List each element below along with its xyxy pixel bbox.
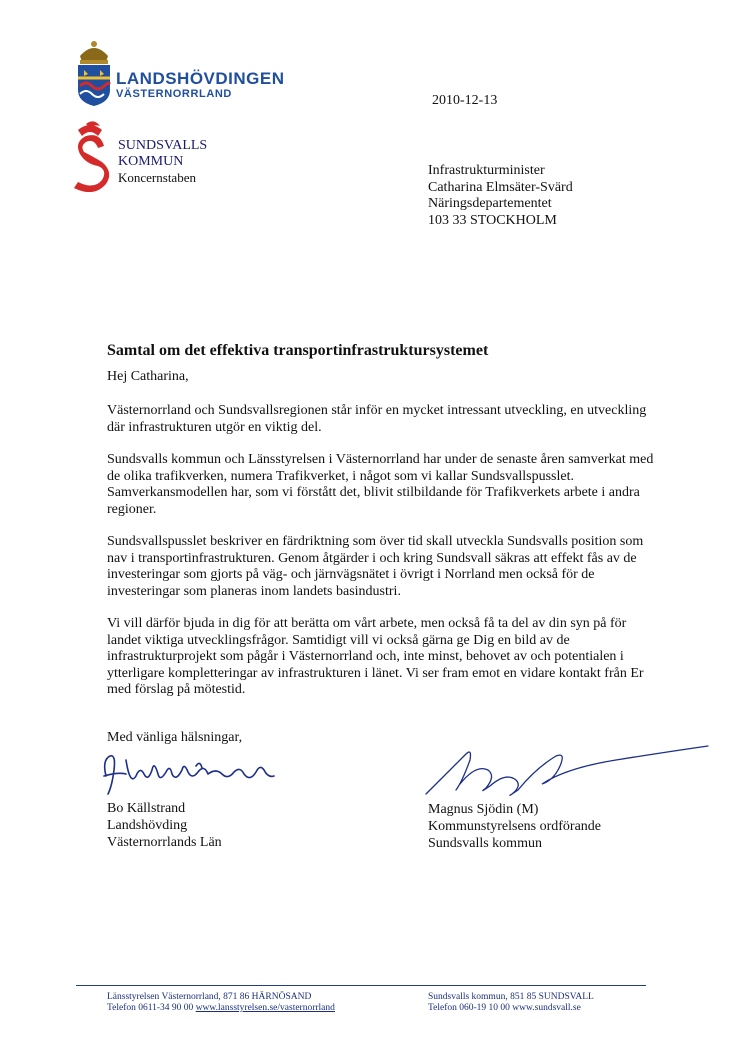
letter-paragraph: Vi vill därför bjuda in dig för att berätta om vårt arbete, men också få ta del av din syn på för landet viktiga utvecklingsfrågor. Samtidigt vill vi också gärna ge Dig en bild av de infrastrukturprojekt som pågår i Västernorrland och, inte minst, behovet av och potentialen i ytterligare kompletteringar av infrastrukturen i länet. Vi ser fram emot en vidare kontakt från Er med förslag på mötestid. bbox=[107, 616, 644, 697]
signatory-org: Västernorrlands Län bbox=[107, 835, 222, 850]
footer-address: Sundsvalls kommun, 851 85 SUNDSVALL bbox=[428, 992, 594, 1002]
logo2-line3: Koncernstaben bbox=[118, 170, 196, 185]
signatory-title: Landshövding bbox=[107, 818, 188, 833]
signature-left-icon bbox=[96, 746, 296, 806]
footer-phone: Telefon 0611-34 90 00 bbox=[107, 1003, 194, 1013]
sundsvall-s-icon bbox=[70, 116, 112, 192]
signatory-org: Sundsvalls kommun bbox=[428, 836, 542, 851]
recipient-line: 103 33 STOCKHOLM bbox=[428, 212, 557, 228]
logo1-subtitle: VÄSTERNORRLAND bbox=[116, 88, 232, 100]
footer-phone: Telefon 060-19 10 00 bbox=[428, 1003, 510, 1013]
letter-paragraph: Sundsvalls kommun och Länsstyrelsen i Västernorrland har under de senaste åren samverkat med de olika trafikverken, numera Trafikverket, i något som vi kallar Sundsvallspusslet. Samverkansmodellen har, som vi förstått det, blivit stilbildande för Trafikverkets arbete i andra regioner. bbox=[107, 452, 654, 517]
signatory-title: Kommunstyrelsens ordförande bbox=[428, 819, 602, 834]
signature-right-icon bbox=[416, 734, 716, 804]
logo2-line2: KOMMUN bbox=[118, 154, 184, 169]
recipient-line: Infrastrukturminister bbox=[428, 163, 545, 178]
recipient-address bbox=[428, 163, 573, 229]
signatory-right bbox=[428, 801, 601, 852]
letter-body bbox=[107, 403, 657, 715]
footer-right bbox=[428, 992, 594, 1014]
letter-title: Samtal om det effektiva transportinfrastruktursystemet bbox=[107, 342, 489, 359]
footer-contact bbox=[428, 1003, 594, 1014]
sundsvalls-logo bbox=[70, 116, 270, 192]
logo1-title: LANDSHÖVDINGEN bbox=[116, 69, 285, 88]
signatory-left bbox=[107, 800, 222, 851]
recipient-line: Catharina Elmsäter-Svärd bbox=[428, 179, 573, 195]
landshovdingen-logo bbox=[74, 38, 284, 108]
footer-contact bbox=[107, 1003, 335, 1014]
signatory-name: Magnus Sjödin (M) bbox=[428, 802, 539, 817]
letter-paragraph: Västernorrland och Sundsvallsregionen står inför en mycket intressant utveckling, en utveckling där infrastrukturen utgör en viktig del. bbox=[107, 403, 647, 435]
logo2-line1: SUNDSVALLS bbox=[118, 138, 208, 153]
recipient-line: Näringsdepartementet bbox=[428, 196, 552, 211]
footer-address: Länsstyrelsen Västernorrland, 871 86 HÄRNÖSAND bbox=[107, 992, 312, 1002]
footer-link[interactable]: www.lansstyrelsen.se/vasternorrland bbox=[195, 1003, 335, 1013]
footer-divider bbox=[76, 985, 646, 986]
footer-left bbox=[107, 992, 335, 1014]
letter-paragraph: Sundsvallspusslet beskriver en färdriktning som över tid skall utveckla Sundsvalls position som nav i transportinfrastrukturen. Genom åtgärder i och kring Sundsvall säkras att effekt fås av de investeringar som gjorts på väg- och järnvägsnätet i övrigt i Norrland men också för de investeringar som planeras inom landets basindustri. bbox=[107, 534, 644, 599]
letter-date: 2010-12-13 bbox=[432, 93, 498, 108]
signatory-name: Bo Källstrand bbox=[107, 801, 186, 816]
crest-icon bbox=[74, 38, 114, 108]
footer-link[interactable]: www.sundsvall.se bbox=[512, 1003, 581, 1013]
letter-closing: Med vänliga hälsningar, bbox=[107, 730, 243, 745]
letter-greeting: Hej Catharina, bbox=[107, 369, 189, 384]
